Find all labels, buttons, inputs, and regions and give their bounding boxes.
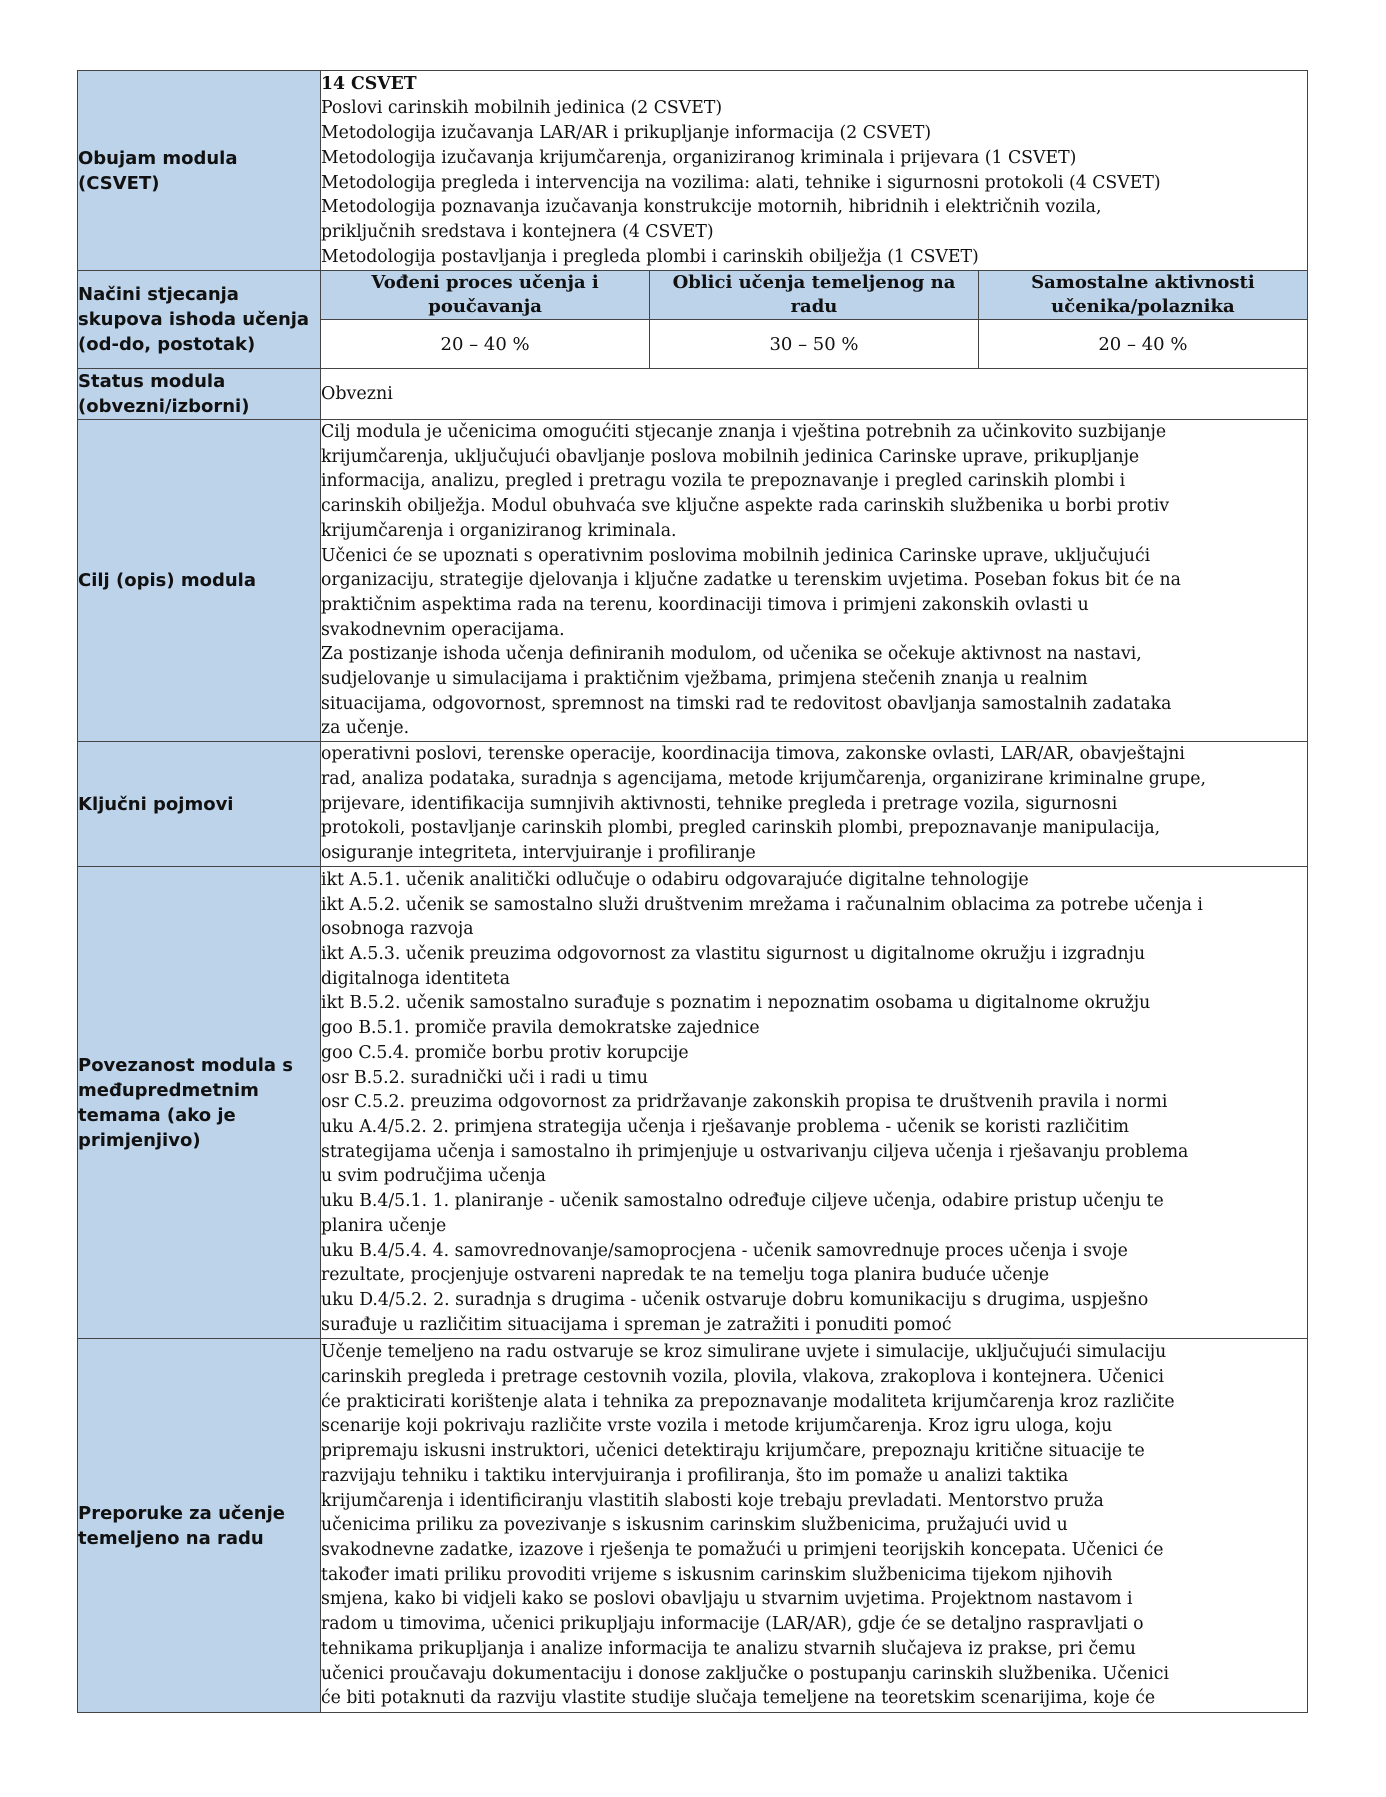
row-cilj: [78, 420, 1308, 742]
povezanost-line: rezultate, procjenjuje ostvareni napredak te na temelju toga planira buduće učenje: [321, 1265, 1050, 1286]
povezanost-line: goo C.5.4. promiče borbu protiv korupcije: [321, 1042, 689, 1063]
label-preporuke: Preporuke za učenje temeljeno na radu: [78, 1339, 321, 1713]
preporuke-line: radom u timovima, učenici prikupljaju informacije (LAR/AR), gdje će se detaljno raspravljati o: [321, 1614, 1144, 1635]
nacini-value-row: [321, 320, 1307, 369]
nacini-value: 30 – 50 %: [650, 320, 979, 369]
preporuke-line: tehnikama prikupljanja i analize informacija te analizu stvarnih slučajeva iz prakse, pri čemu: [321, 1638, 1136, 1659]
obujam-line: Metodologija poznavanja izučavanja konstrukcije motornih, hibridnih i električnih vozila,: [321, 197, 1102, 218]
label-obujam: Obujam modula (CSVET): [78, 71, 321, 271]
povezanost-line: goo B.5.1. promiče pravila demokratske zajednice: [321, 1018, 760, 1039]
label-cilj: Cilj (opis) modula: [78, 420, 321, 742]
pojmovi-line: rad, analiza podataka, suradnja s agencijama, metode krijumčarenja, organizirane kriminalne grupe,: [321, 769, 1206, 790]
content-povezanost: [321, 867, 1308, 1339]
povezanost-line: osr B.5.2. suradnički uči i radi u timu: [321, 1067, 648, 1088]
povezanost-line: strategijama učenja i samostalno ih primjenjuje u ostvarivanju ciljeva učenja i rješavanju problema: [321, 1141, 1189, 1162]
preporuke-line: svakodnevne zadatke, izazove i rješenja te pomažući u primjeni teorijskih koncepata. Učenici će: [321, 1539, 1164, 1560]
content-cilj: [321, 420, 1308, 742]
cilj-line: informacija, analizu, pregled i pretragu vozila te prepoznavanje i pregled carinskih plombi i: [321, 471, 1126, 492]
cilj-line: krijumčarenja, uključujući obavljanje poslova mobilnih jedinica Carinske uprave, prikupljanje: [321, 446, 1140, 467]
povezanost-line: ikt A.5.1. učenik analitički odlučuje o odabiru odgovarajuće digitalne tehnologije: [321, 869, 1029, 890]
povezanost-line: digitalnoga identiteta: [321, 968, 511, 989]
povezanost-line: ikt A.5.3. učenik preuzima odgovornost za vlastitu sigurnost u digitalnome okružju i izgradnju: [321, 944, 1146, 965]
cilj-line: svakodnevnim operacijama.: [321, 619, 565, 640]
cilj-line: sudjelovanje u simulacijama i praktičnim vježbama, primjena stečenih znanja u realnim: [321, 669, 1088, 690]
preporuke-line: smjena, kako bi vidjeli kako se poslovi obavljaju u stvarnim uvjetima. Projektnom nastavom i: [321, 1589, 1133, 1610]
row-povezanost: [78, 867, 1308, 1339]
module-table: [77, 70, 1308, 1713]
pojmovi-line: protokoli, postavljanje carinskih plombi, pregled carinskih plombi, prepoznavanje manipulacija,: [321, 818, 1161, 839]
cilj-line: organizaciju, strategije djelovanja i ključne zadatke u terenskim uvjetima. Poseban fokus bit će na: [321, 570, 1181, 591]
obujam-line: Metodologija pregleda i intervencija na vozilima: alati, tehnike i sigurnosni protokoli (4 CSVET): [321, 172, 1161, 193]
preporuke-line: pripremaju iskusni instruktori, učenici detektiraju krijumčare, prepoznaju kritične situacije te: [321, 1441, 1145, 1462]
content-obujam: [321, 71, 1308, 271]
preporuke-line: učenici proučavaju dokumentaciju i donose zaključke o postupanju carinskih službenika. Učenici: [321, 1663, 1169, 1684]
label-pojmovi: Ključni pojmovi: [78, 742, 321, 867]
povezanost-line: u svim područjima učenja: [321, 1166, 546, 1187]
nacini-header: Oblici učenja temeljenog na radu: [650, 271, 979, 320]
cilj-line: Učenici će se upoznati s operativnim poslovima mobilnih jedinica Carinske uprave, uključujući: [321, 545, 1151, 566]
cilj-line: Cilj modula je učenicima omogućiti stjecanje znanja i vještina potrebnih za učinkovito suzbijanje: [321, 422, 1167, 442]
content-status: Obvezni: [321, 369, 1308, 420]
cilj-line: situacijama, odgovornost, spremnost na timski rad te redovitost obavljanja samostalnih zadataka: [321, 693, 1172, 714]
preporuke-line: učenicima priliku za povezivanje s iskusnim carinskim službenicima, pružajući uvid u: [321, 1515, 1068, 1536]
obujam-line: priključnih sredstava i kontejnera (4 CSVET): [321, 221, 714, 242]
povezanost-line: osr C.5.2. preuzima odgovornost za pridržavanje zakonskih propisa te društvenih pravila i normi: [321, 1092, 1168, 1113]
preporuke-line: scenarije koji pokrivaju različite vrste vozila i metode krijumčarenja. Kroz igru uloga, koju: [321, 1416, 1113, 1437]
label-nacini: Načini stjecanja skupova ishoda učenja (od-do, postotak): [78, 271, 321, 369]
cilj-line: za učenje.: [321, 718, 410, 739]
label-povezanost: Povezanost modula s međupredmetnim temama (ako je primjenjivo): [78, 867, 321, 1339]
cilj-line: praktičnim aspektima rada na terenu, koordinaciji timova i primjeni zakonskih ovlasti u: [321, 594, 1089, 615]
content-preporuke: [321, 1339, 1308, 1713]
povezanost-line: surađuje u različitim situacijama i spreman je zatražiti i ponuditi pomoć: [321, 1314, 952, 1335]
cilj-line: krijumčarenja i organiziranog kriminala.: [321, 520, 677, 541]
nacini-header: Samostalne aktivnosti učenika/polaznika: [978, 271, 1307, 320]
obujam-total: 14 CSVET: [321, 73, 417, 94]
nacini-value: 20 – 40 %: [978, 320, 1307, 369]
obujam-line: Poslovi carinskih mobilnih jedinica (2 CSVET): [321, 98, 723, 119]
preporuke-line: također imati priliku provoditi vrijeme s iskusnim carinskim službenicima tijekom njihovih: [321, 1564, 1113, 1585]
preporuke-line: će biti potaknuti da razviju vlastite studije slučaja temeljene na teoretskim scenarijima, koje će: [321, 1688, 1156, 1709]
pojmovi-line: prijevare, identifikacija sumnjivih aktivnosti, tehnike pregleda i pretrage vozila, sigurnosni: [321, 793, 1118, 814]
nacini-value: 20 – 40 %: [321, 320, 650, 369]
preporuke-line: će prakticirati korištenje alata i tehnika za prepoznavanje modaliteta krijumčarenja kroz različite: [321, 1391, 1175, 1412]
nacini-header: Vođeni proces učenja i poučavanja: [321, 271, 650, 320]
content-nacini: [321, 271, 1308, 369]
cilj-line: Za postizanje ishoda učenja definiranih modulom, od učenika se očekuje aktivnost na nastavi,: [321, 644, 1142, 665]
pojmovi-line: operativni poslovi, terenske operacije, koordinacija timova, zakonske ovlasti, LAR/AR, obavještajni: [321, 744, 1185, 765]
povezanost-line: uku A.4/5.2. 2. primjena strategija učenja i rješavanje problema - učenik se koristi različitim: [321, 1116, 1129, 1137]
obujam-line: Metodologija izučavanja krijumčarenja, organiziranog kriminala i prijevara (1 CSVET): [321, 147, 1077, 168]
nacini-header-row: [321, 271, 1307, 320]
obujam-line: Metodologija izučavanja LAR/AR i prikupljanje informacija (2 CSVET): [321, 123, 932, 144]
preporuke-line: carinskih pregleda i pretrage cestovnih vozila, plovila, vlakova, zrakoplova i kontejnera. Učenici: [321, 1367, 1165, 1388]
povezanost-line: ikt A.5.2. učenik se samostalno služi društvenim mrežama i računalnim oblacima za potrebe učenja i: [321, 894, 1203, 915]
povezanost-line: osobnoga razvoja: [321, 919, 474, 940]
povezanost-line: uku D.4/5.2. 2. suradnja s drugima - učenik ostvaruje dobru komunikaciju s drugima, uspješno: [321, 1289, 1149, 1310]
row-obujam: [78, 71, 1308, 271]
povezanost-line: uku B.4/5.1. 1. planiranje - učenik samostalno određuje ciljeve učenja, odabire pristup učenju te: [321, 1191, 1164, 1212]
cilj-line: carinskih obilježja. Modul obuhvaća sve ključne aspekte rada carinskih službenika u borbi protiv: [321, 496, 1170, 517]
povezanost-line: ikt B.5.2. učenik samostalno surađuje s poznatim i nepoznatim osobama u digitalnome okružju: [321, 993, 1151, 1014]
row-preporuke: [78, 1339, 1308, 1713]
pojmovi-line: osiguranje integriteta, intervjuiranje i profiliranje: [321, 843, 756, 864]
row-pojmovi: [78, 742, 1308, 867]
nacini-subtable: [321, 271, 1307, 368]
preporuke-line: razvijaju tehniku i taktiku intervjuiranja i profiliranja, što im pomaže u analizi taktika: [321, 1465, 1069, 1486]
povezanost-line: planira učenje: [321, 1215, 447, 1236]
label-status: Status modula (obvezni/izborni): [78, 369, 321, 420]
obujam-line: Metodologija postavljanja i pregleda plombi i carinskih obilježja (1 CSVET): [321, 246, 979, 267]
preporuke-line: krijumčarenja i identificiranju vlastitih slabosti koje trebaju prevladati. Mentorstvo pruža: [321, 1490, 1104, 1511]
row-nacini: [78, 271, 1308, 369]
preporuke-line: Učenje temeljeno na radu ostvaruje se kroz simulirane uvjete i simulacije, uključujući simulaciju: [321, 1342, 1167, 1363]
row-status: [78, 369, 1308, 420]
povezanost-line: uku B.4/5.4. 4. samovrednovanje/samoprocjena - učenik samovrednuje proces učenja i svoje: [321, 1240, 1128, 1261]
content-pojmovi: [321, 742, 1308, 867]
